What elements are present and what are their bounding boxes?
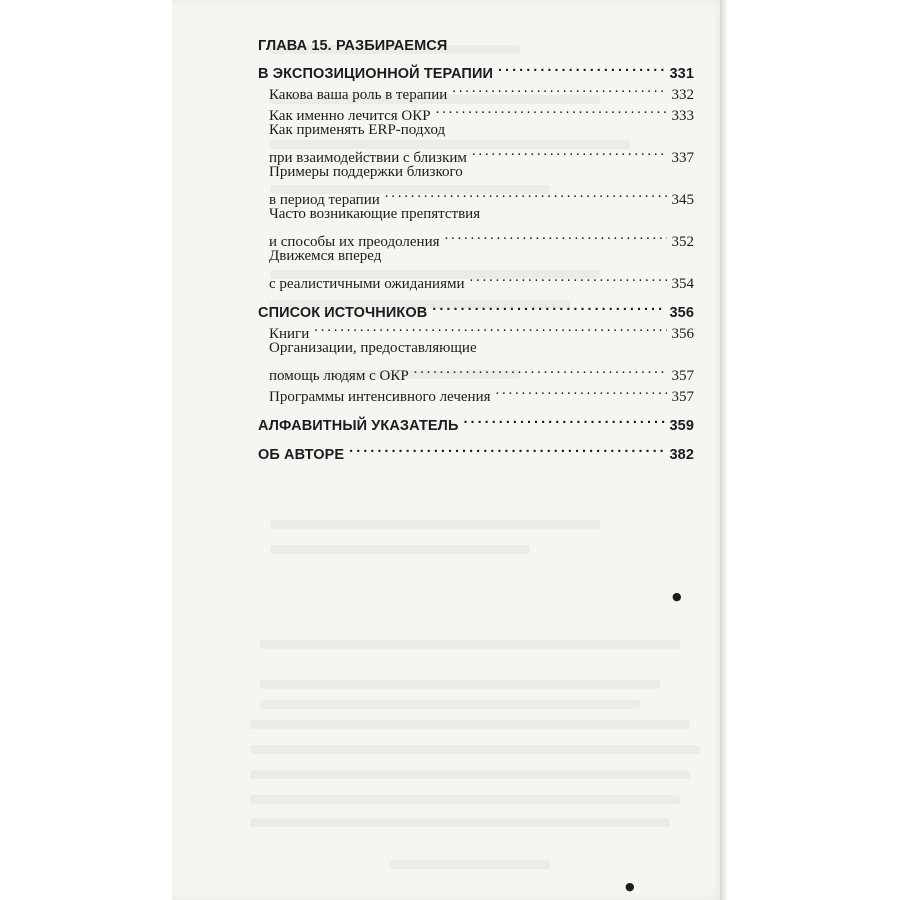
toc-about-author[interactable] bbox=[258, 438, 694, 463]
toc-chapter-15[interactable] bbox=[258, 36, 694, 82]
dot-leader bbox=[452, 78, 666, 99]
toc-item-text: Какова ваша роль в терапии bbox=[269, 87, 448, 103]
toc-item-page: 352 bbox=[671, 234, 694, 250]
toc-item-text: Организации, предоставляющие bbox=[269, 340, 477, 356]
dot-leader bbox=[414, 359, 667, 380]
toc-item-text: Программы интенсивного лечения bbox=[269, 389, 491, 405]
chapter-15-page: 331 bbox=[669, 66, 694, 82]
toc-item-text: Книги bbox=[269, 326, 310, 342]
toc-sources[interactable] bbox=[258, 296, 694, 321]
toc-item-organizations[interactable] bbox=[258, 338, 694, 384]
toc-item-support-examples[interactable] bbox=[258, 162, 694, 208]
dot-leader bbox=[349, 438, 664, 459]
toc-item-text: Движемся вперед bbox=[269, 248, 382, 264]
toc-item-page: 333 bbox=[671, 108, 694, 124]
dot-leader bbox=[445, 225, 667, 246]
ink-mark: ● bbox=[625, 880, 635, 893]
toc-item-text: с реалистичными ожиданиями bbox=[269, 276, 465, 292]
dot-leader bbox=[385, 183, 667, 204]
dot-leader bbox=[472, 141, 667, 162]
sources-title: СПИСОК ИСТОЧНИКОВ bbox=[258, 305, 428, 321]
dot-leader bbox=[314, 317, 666, 338]
toc-item-text: Часто возникающие препятствия bbox=[269, 206, 481, 222]
toc-item-text: при взаимодействии с близким bbox=[269, 150, 467, 166]
sources-page: 356 bbox=[669, 305, 694, 321]
toc-item-text: Как именно лечится ОКР bbox=[269, 108, 431, 124]
toc-item-page: 357 bbox=[671, 368, 694, 384]
dot-leader bbox=[432, 296, 664, 317]
table-of-contents bbox=[258, 36, 694, 463]
toc-item-text: и способы их преодоления bbox=[269, 234, 440, 250]
toc-item-page: 337 bbox=[671, 150, 694, 166]
toc-item-moving-forward[interactable] bbox=[258, 246, 694, 292]
toc-item-page: 357 bbox=[671, 389, 694, 405]
toc-item-obstacles[interactable] bbox=[258, 204, 694, 250]
dot-leader bbox=[463, 409, 664, 430]
chapter-15-title-line-2: В ЭКСПОЗИЦИОННОЙ ТЕРАПИИ bbox=[258, 66, 493, 82]
chapter-15-title-line-1: ГЛАВА 15. РАЗБИРАЕМСЯ bbox=[258, 38, 448, 54]
toc-item-text: Примеры поддержки близкого bbox=[269, 164, 463, 180]
about-page: 382 bbox=[669, 447, 694, 463]
dot-leader bbox=[496, 380, 667, 401]
index-page: 359 bbox=[669, 418, 694, 434]
toc-index[interactable] bbox=[258, 409, 694, 434]
toc-item-page: 356 bbox=[671, 326, 694, 342]
toc-item-page: 354 bbox=[671, 276, 694, 292]
dot-leader bbox=[498, 57, 665, 78]
ink-mark: ● bbox=[672, 590, 682, 603]
dot-leader bbox=[470, 267, 667, 288]
page-edge bbox=[720, 0, 728, 900]
toc-item-text: в период терапии bbox=[269, 192, 380, 208]
index-title: АЛФАВИТНЫЙ УКАЗАТЕЛЬ bbox=[258, 418, 459, 434]
toc-item-erp-approach[interactable] bbox=[258, 120, 694, 166]
dot-leader bbox=[436, 99, 667, 120]
toc-item-text: Как применять ERP-подход bbox=[269, 122, 446, 138]
toc-item-page: 345 bbox=[671, 192, 694, 208]
toc-item-page: 332 bbox=[671, 87, 694, 103]
toc-item-text: помощь людям с ОКР bbox=[269, 368, 409, 384]
toc-item-books[interactable] bbox=[258, 317, 694, 342]
about-title: ОБ АВТОРЕ bbox=[258, 447, 345, 463]
